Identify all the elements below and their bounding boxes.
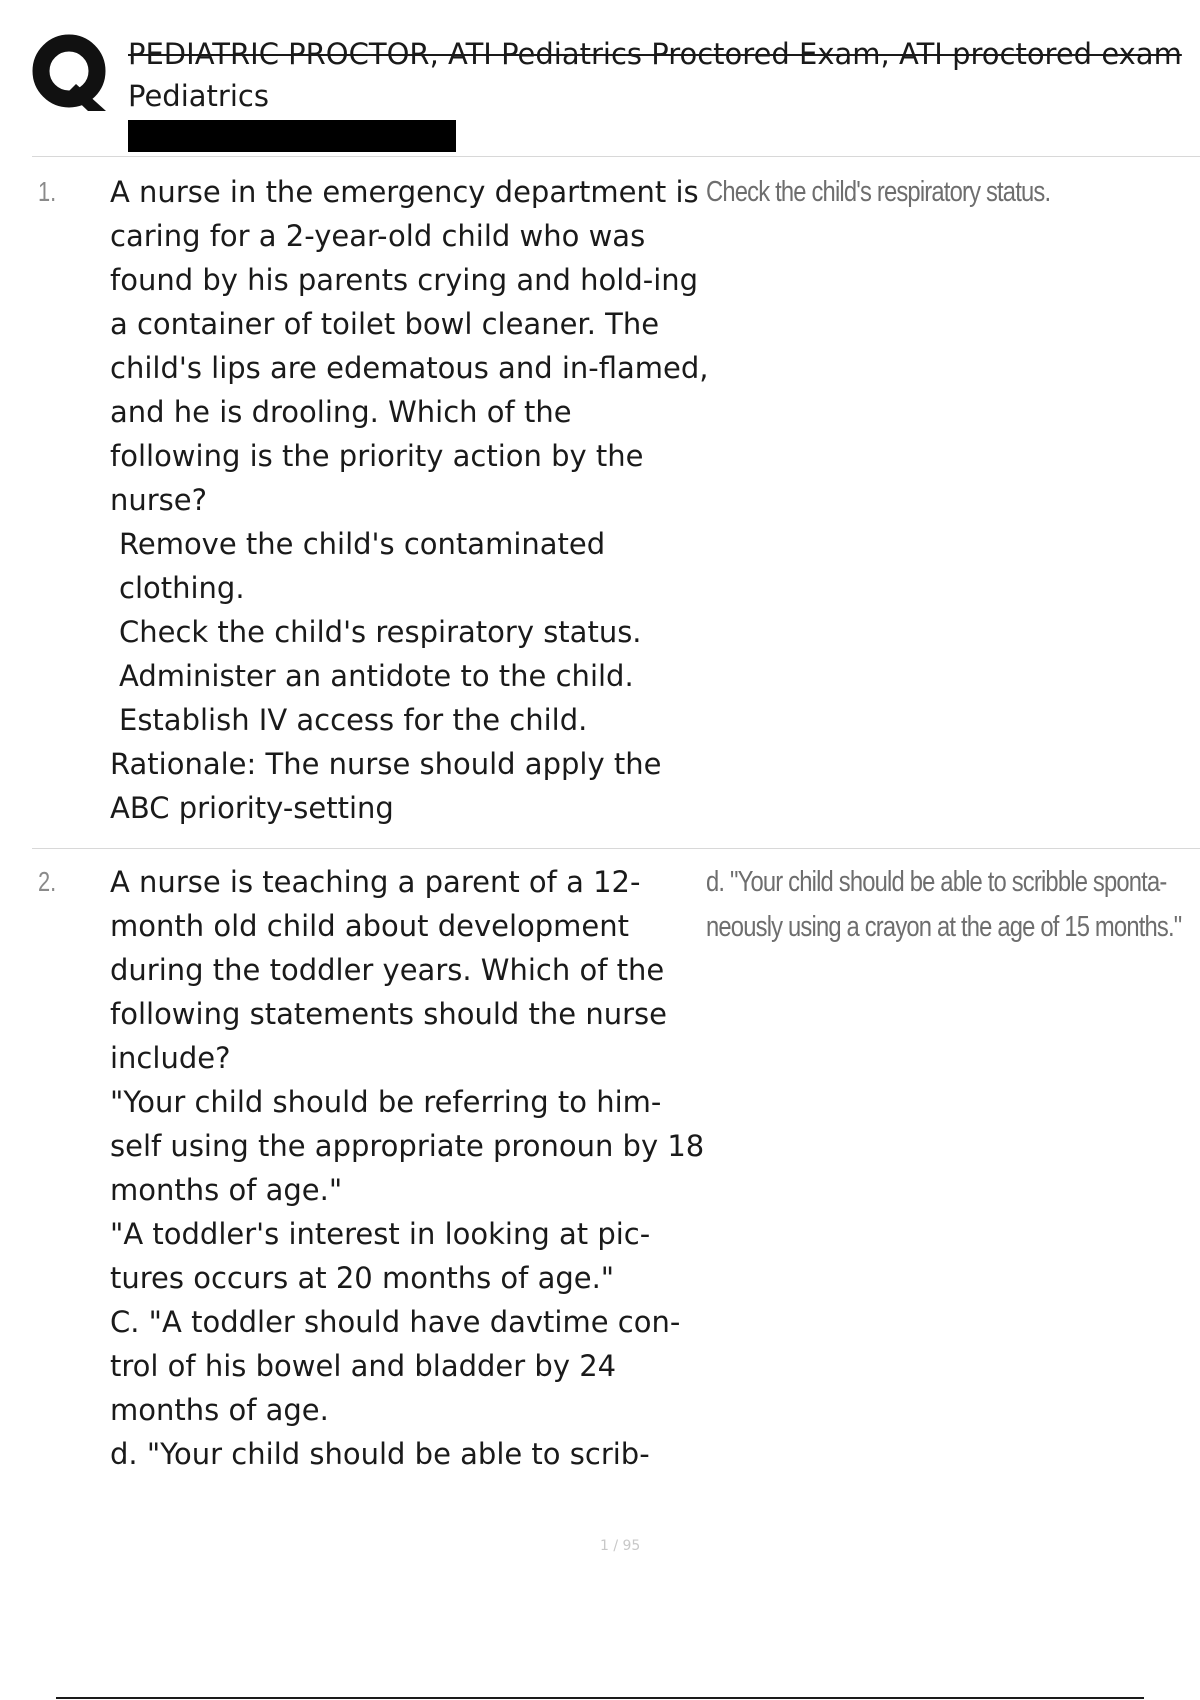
answer-text: Check the child's respiratory status. (706, 176, 1051, 208)
footer-divider (56, 1697, 1144, 1699)
question-text: A nurse is teaching a parent of a 12-month old child about development during the toddler years. Which of the following statements should the nurse include? (110, 865, 667, 1075)
question-card (110, 860, 710, 1476)
answer-option: Establish IV access for the child. (119, 703, 588, 737)
rationale-text: Rationale: The nurse should apply the ABC priority-setting (110, 747, 662, 825)
answer-option: Administer an antidote to the child. (119, 659, 634, 693)
section-divider (32, 156, 1200, 157)
section-divider (32, 848, 1200, 849)
question-text: A nurse in the emergency department is caring for a 2-year-old child who was found by his parents crying and hold-ing a container of toilet bowl cleaner. The child's lips are edematous and in-flamed, and he is drooling. Which of the following is the priority action by the nurse? (110, 175, 709, 517)
redaction-bar (128, 120, 456, 152)
question-card (110, 170, 710, 830)
answer-option: Check the child's respiratory status. (119, 615, 642, 649)
answer-option: d. "Your child should be able to scrib- (110, 1437, 650, 1471)
question-number: 2. (38, 866, 57, 897)
page-number: 1 / 95 (600, 1538, 641, 1554)
answer-option: Remove the child's contaminated clothing. (119, 527, 606, 605)
document-subtitle: Pediatrics (128, 79, 269, 113)
document-title: PEDIATRIC PROCTOR, ATI Pediatrics Proctored Exam, ATI proctored exam (128, 37, 1182, 71)
answer-option: "Your child should be referring to him-self using the appropriate pronoun by 18 months of age." (110, 1085, 705, 1207)
quizlet-logo-icon (32, 34, 108, 112)
question-number: 1. (38, 176, 57, 207)
answer-option: "A toddler's interest in looking at pic-tures occurs at 20 months of age." (110, 1217, 651, 1295)
answer-option: C. "A toddler should have davtime con-trol of his bowel and bladder by 24 months of age. (110, 1305, 681, 1427)
answer-text: d. "Your child should be able to scribble sponta-neously using a crayon at the age of 15 months." (706, 866, 1182, 943)
